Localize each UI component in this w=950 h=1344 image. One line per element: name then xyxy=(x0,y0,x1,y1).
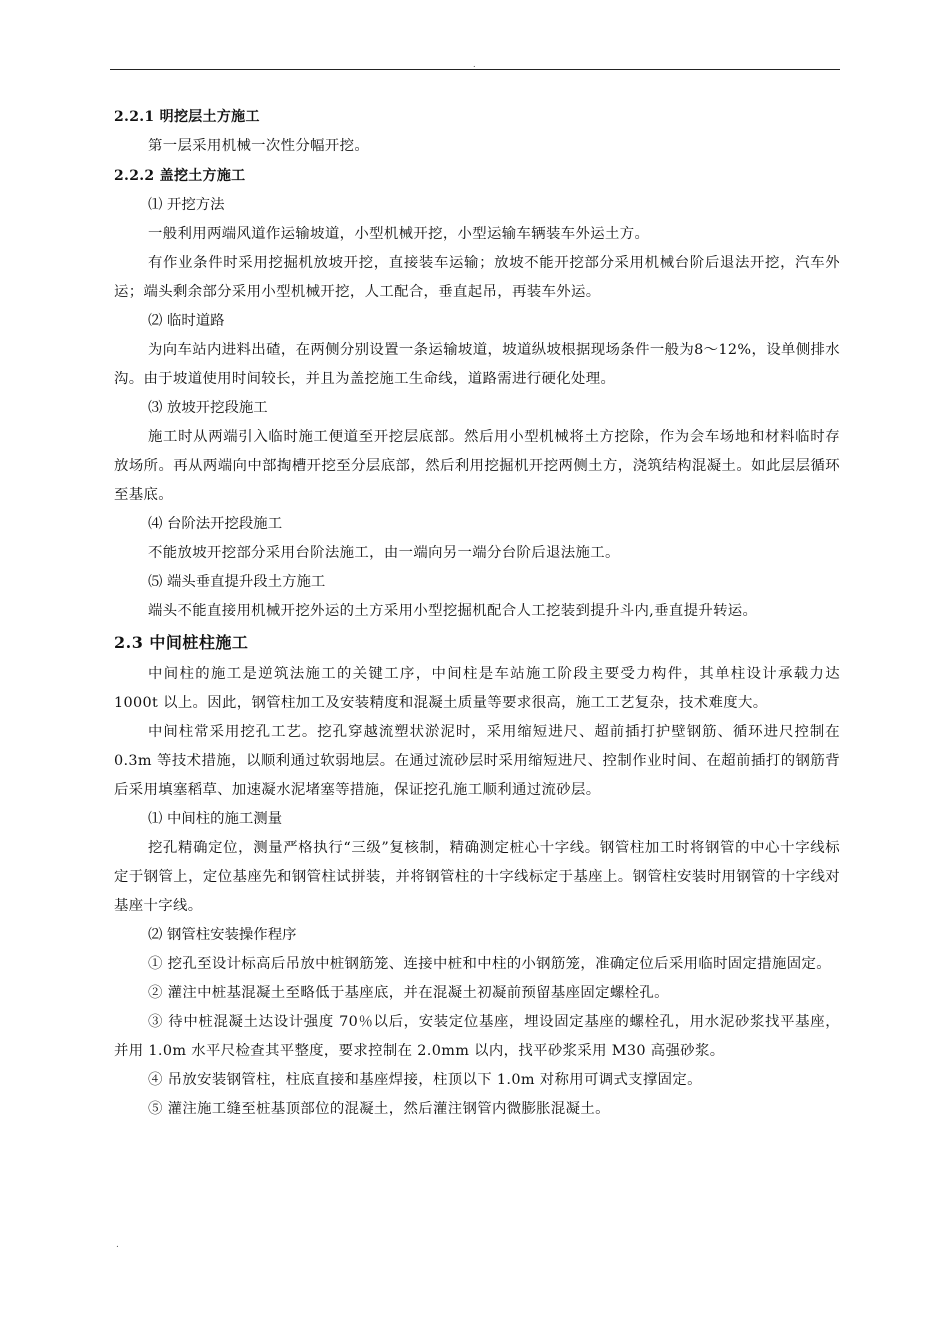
subheading-step-section: ⑷ 台阶法开挖段施工 xyxy=(148,516,283,532)
subheading-excavation-method: ⑴ 开挖方法 xyxy=(148,197,225,213)
heading-2-2-1: 2.2.1 明挖层土方施工 xyxy=(114,109,260,125)
subheading-install-procedure: ⑵ 钢管柱安装操作程序 xyxy=(148,927,297,943)
header-rule xyxy=(110,69,840,70)
heading-2-2-2: 2.2.2 盖挖土方施工 xyxy=(114,168,246,184)
para-hole-digging: 中间柱常采用挖孔工艺。挖孔穿越流塑状淤泥时，采用缩短进尺、超前插打护壁钢筋、循环进尺控制在 0.3m 等技术措施，以顺利通过软弱地层。在通过流砂层时采用缩短进尺、控制作业时间、在超前插打的钢筋背后采用填塞稻草、加速凝水泥堵塞等措施，保证挖孔施工顺利通过流砂层。 xyxy=(114,724,840,798)
para-temp-road: 为向车站内进料出碴，在两侧分别设置一条运输坡道，坡道纵坡根据现场条件一般为8～12%，设单侧排水沟。由于坡道使用时间较长，并且为盖挖施工生命线，道路需进行硬化处理。 xyxy=(114,342,840,387)
para-step-1: ① 挖孔至设计标高后吊放中桩钢筋笼、连接中桩和中柱的小钢筋笼，准确定位后采用临时固定措施固定。 xyxy=(148,956,831,972)
para-slope: 有作业条件时采用挖掘机放坡开挖，直接装车运输；放坡不能开挖部分采用机械台阶后退法开挖，汽车外运；端头剩余部分采用小型机械开挖，人工配合，垂直起吊，再装车外运。 xyxy=(114,255,840,300)
subheading-survey: ⑴ 中间柱的施工测量 xyxy=(148,811,283,827)
para-middle-column-intro: 中间柱的施工是逆筑法施工的关键工序，中间柱是车站施工阶段主要受力构件，其单柱设计承载力达 1000t 以上。因此，钢管柱加工及安装精度和混凝土质量等要求很高，施工工艺复杂，技术难度大。 xyxy=(114,666,840,711)
subheading-slope-section: ⑶ 放坡开挖段施工 xyxy=(148,400,268,416)
para-open-excavation: 第一层采用机械一次性分幅开挖。 xyxy=(148,138,370,154)
para-step-3: ③ 待中桩混凝土达设计强度 70％以后，安装定位基座，埋设固定基座的螺栓孔，用水泥砂浆找平基座，并用 1.0m 水平尺检查其平整度，要求控制在 2.0mm 以内，找平砂浆采用 M30 高强砂浆。 xyxy=(114,1014,840,1059)
para-survey: 挖孔精确定位，测量严格执行“三级”复核制，精确测定桩心十字线。钢管柱加工时将钢管的中心十字线标定于钢管上，定位基座先和钢管柱试拼装，并将钢管柱的十字线标定于基座上。钢管柱安装时用钢管的十字线对基座十字线。 xyxy=(114,840,840,914)
subheading-vertical-lift: ⑸ 端头垂直提升段土方施工 xyxy=(148,574,326,590)
para-slope-section: 施工时从两端引入临时施工便道至开挖层底部。然后用小型机械将土方挖除，作为会车场地和材料临时存放场所。再从两端向中部掏槽开挖至分层底部，然后利用挖掘机开挖两侧土方，浇筑结构混凝土。如此层层循环至基底。 xyxy=(114,429,840,503)
subheading-temp-road: ⑵ 临时道路 xyxy=(148,313,225,329)
para-step-2: ② 灌注中桩基混凝土至略低于基座底，并在混凝土初凝前预留基座固定螺栓孔。 xyxy=(148,985,669,1001)
document-body xyxy=(114,102,840,1124)
heading-2-3: 2.3 中间桩柱施工 xyxy=(114,633,249,652)
para-step-section: 不能放坡开挖部分采用台阶法施工，由一端向另一端分台阶后退法施工。 xyxy=(148,545,620,561)
para-step-4: ④ 吊放安装钢管柱，柱底直接和基座焊接，柱顶以下 1.0m 对称用可调式支撑固定。 xyxy=(148,1072,702,1088)
para-vertical-lift: 端头不能直接用机械开挖外运的土方采用小型挖掘机配合人工挖装到提升斗内,垂直提升转运。 xyxy=(148,603,758,619)
footer-mark: . xyxy=(116,1240,119,1250)
para-step-5: ⑤ 灌注施工缝至桩基顶部位的混凝土，然后灌注钢管内微膨胀混凝土。 xyxy=(148,1101,610,1117)
para-ramp: 一般利用两端风道作运输坡道，小型机械开挖，小型运输车辆装车外运土方。 xyxy=(148,226,650,242)
header-mark: . xyxy=(473,60,476,69)
